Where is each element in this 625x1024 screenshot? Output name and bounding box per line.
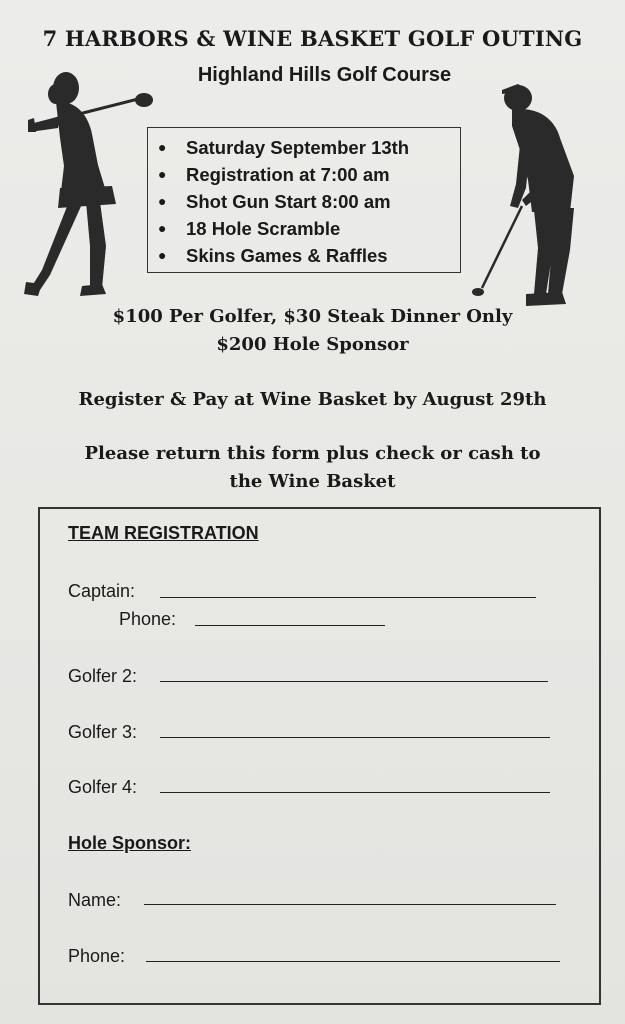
list-item [158, 188, 409, 215]
male-golfer-silhouette-icon [462, 80, 592, 312]
sponsor-name-field[interactable] [144, 904, 556, 905]
pricing-line-1: $100 Per Golfer, $30 Steak Dinner Only [112, 306, 513, 327]
captain-phone-field[interactable] [195, 625, 385, 626]
golfer-2-field[interactable] [160, 681, 548, 682]
return-note-line-2: the Wine Basket [229, 471, 396, 492]
bullet-icon: ● [158, 220, 167, 236]
golfer-2-label: Golfer 2: [68, 666, 138, 686]
sponsor-name-label: Name: [68, 890, 122, 910]
team-registration-form [38, 507, 601, 1005]
bullet-icon: ● [158, 166, 167, 182]
list-item [158, 215, 409, 242]
event-details-list [158, 134, 409, 269]
list-item [158, 134, 409, 161]
team-registration-heading: TEAM REGISTRATION [68, 523, 259, 543]
detail-registration: Registration at 7:00 am [186, 164, 390, 185]
golfer-4-field[interactable] [160, 792, 550, 793]
event-title: 7 HARBORS & WINE BASKET GOLF OUTING [42, 26, 583, 51]
golfer-3-field[interactable] [160, 737, 550, 738]
captain-field[interactable] [160, 597, 536, 598]
captain-label: Captain: [68, 581, 136, 601]
bullet-icon: ● [158, 247, 167, 263]
detail-date: Saturday September 13th [186, 137, 410, 158]
sponsor-phone-field[interactable] [146, 961, 560, 962]
pricing-line-2: $200 Hole Sponsor [216, 334, 409, 355]
captain-phone-label: Phone: [119, 609, 177, 629]
return-note-line-1: Please return this form plus check or cash to [84, 443, 541, 464]
list-item [158, 161, 409, 188]
female-golfer-silhouette-icon [20, 70, 155, 305]
list-item [158, 242, 409, 269]
golfer-4-label: Golfer 4: [68, 777, 138, 797]
register-deadline: Register & Pay at Wine Basket by August 29th [78, 389, 547, 410]
hole-sponsor-heading: Hole Sponsor: [68, 833, 192, 853]
event-details-box [147, 127, 461, 273]
detail-start: Shot Gun Start 8:00 am [186, 191, 391, 212]
sponsor-phone-label: Phone: [68, 946, 126, 966]
bullet-icon: ● [158, 139, 167, 155]
golfer-3-label: Golfer 3: [68, 722, 138, 742]
detail-extras: Skins Games & Raffles [186, 245, 388, 266]
detail-format: 18 Hole Scramble [186, 218, 341, 239]
bullet-icon: ● [158, 193, 167, 209]
course-name: Highland Hills Golf Course [197, 64, 452, 86]
